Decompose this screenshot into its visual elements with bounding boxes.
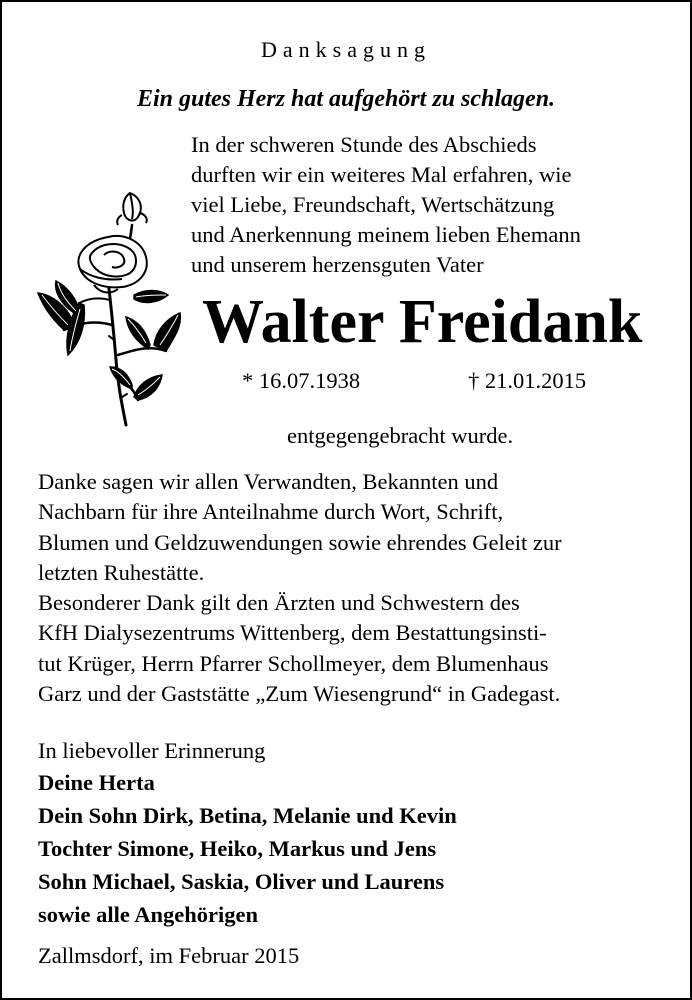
intro-end: entgegengebracht wurde. — [287, 423, 514, 448]
body-line: KfH Dialysezentrums Wittenberg, dem Bestattungsinsti- — [38, 620, 547, 646]
motto: Ein gutes Herz hat aufgehört zu schlagen. — [136, 86, 556, 112]
closing-phrase: In liebevoller Erinnerung — [38, 738, 266, 763]
body-line: Nachbarn für ihre Anteilnahme durch Wort, Schrift, — [38, 499, 504, 525]
body-line: Blumen und Geldzuwendungen sowie ehrendes Geleit zur — [38, 529, 562, 555]
signer-line: sowie alle Angehörigen — [38, 902, 258, 927]
birth-date: * 16.07.1938 — [242, 368, 361, 393]
body-line: Garz und der Gaststätte „Zum Wiesengrund“ in Gadegast. — [38, 681, 561, 707]
death-date: † 21.01.2015 — [468, 368, 587, 393]
signer-line: Dein Sohn Dirk, Betina, Melanie und Kevin — [38, 803, 457, 828]
intro-text — [191, 130, 581, 280]
intro-line: durften wir ein weiteres Mal erfahren, wie — [191, 162, 572, 187]
heading: Danksagung — [261, 37, 431, 62]
signer-line: Deine Herta — [38, 770, 155, 795]
intro-line: In der schweren Stunde des Abschieds — [191, 132, 537, 157]
thanks-text — [38, 467, 668, 709]
signer-line: Sohn Michael, Saskia, Oliver und Laurens — [38, 869, 445, 894]
signers-list — [38, 766, 457, 931]
body-line: tut Krüger, Herrn Pfarrer Schollmeyer, dem Blumenhaus — [38, 650, 549, 676]
place-date: Zallmsdorf, im Februar 2015 — [38, 943, 300, 968]
body-line: Besonderer Dank gilt den Ärzten und Schwestern des — [38, 590, 520, 616]
rose-icon — [34, 185, 184, 430]
intro-line: und unserem herzensguten Vater — [191, 252, 484, 277]
signer-line: Tochter Simone, Heiko, Markus und Jens — [38, 836, 437, 861]
body-line: Danke sagen wir allen Verwandten, Bekannten und — [38, 469, 499, 494]
deceased-name: Walter Freidank — [202, 288, 643, 356]
intro-line: viel Liebe, Freundschaft, Wertschätzung — [191, 192, 555, 217]
body-line: letzten Ruhestätte. — [38, 559, 205, 585]
intro-line: und Anerkennung meinem lieben Ehemann — [191, 222, 581, 247]
